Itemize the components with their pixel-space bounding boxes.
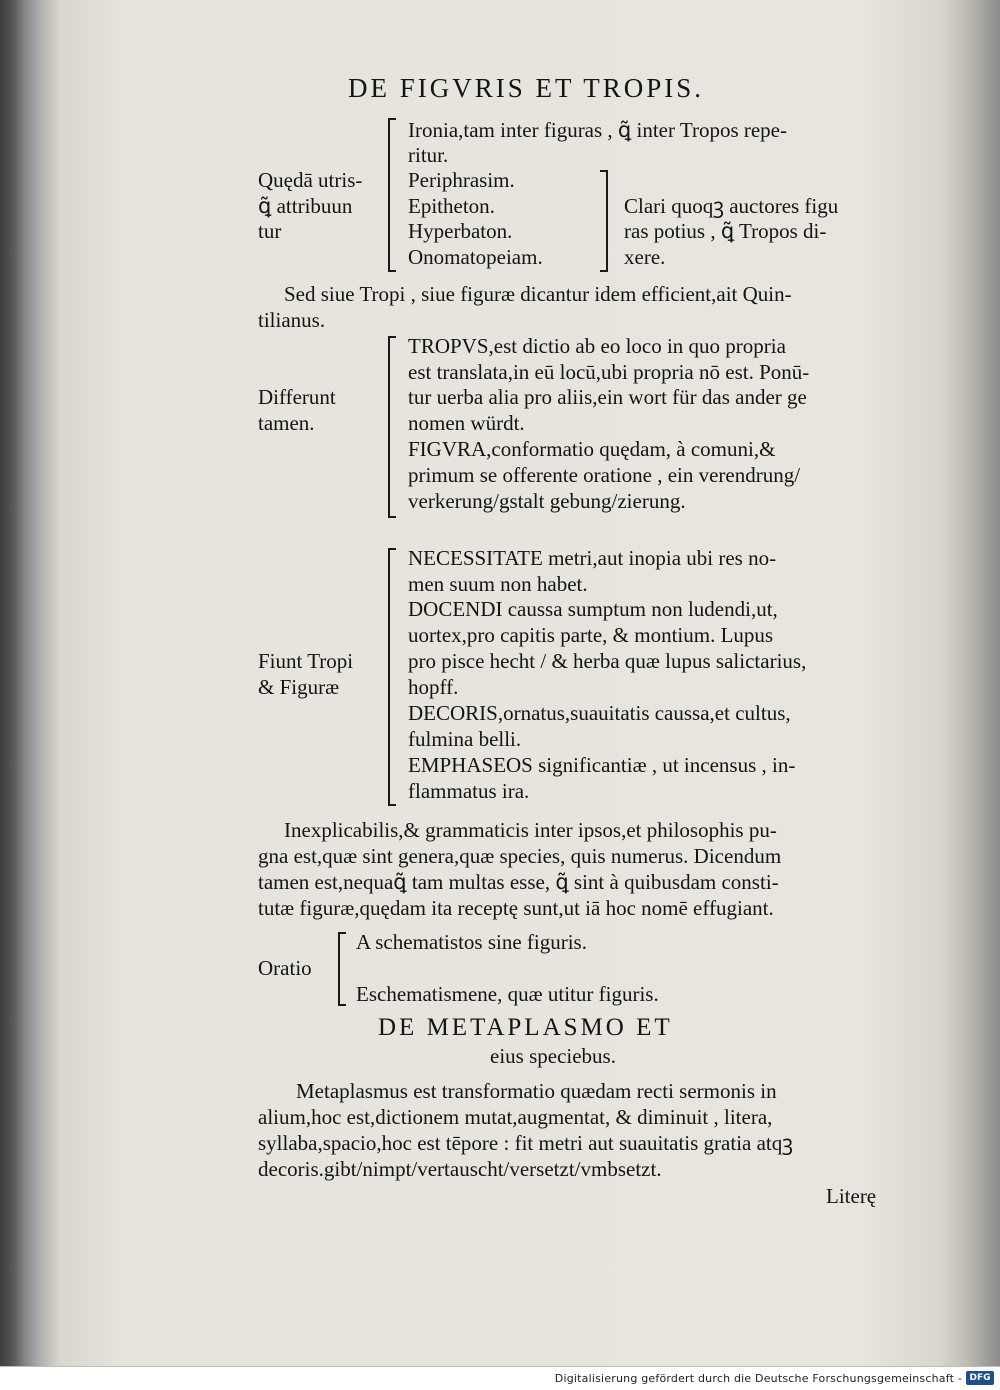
- paragraph-line: alium,hoc est,dictionem mutat,augmentat, & diminuit , litera,: [258, 1105, 773, 1129]
- paragraph-line: decoris.gibt/nimpt/vertauscht/versetzt/vmbsetzt.: [258, 1157, 662, 1181]
- section-subheading: eius speciebus.: [490, 1044, 616, 1068]
- left-brace: [388, 336, 396, 518]
- text-line: tur uerba alia pro aliis,ein wort für das ander ge: [408, 385, 807, 409]
- text-line: est translata,in eū locū,ubi propria nō est. Ponū-: [408, 360, 810, 384]
- paragraph-line: tamen est,nequaꝗ̃ tam multas esse, ꝗ̃ sint à quibusdam consti-: [258, 870, 779, 894]
- text-line: DOCENDI caussa sumptum non ludendi,ut,: [408, 597, 778, 621]
- side-note: Clari quoqꝫ auctores figu: [624, 194, 839, 218]
- text-line: primum se offerente oratione , ein verendrung/: [408, 463, 801, 487]
- section-heading: DE METAPLASMO ET: [378, 1014, 673, 1041]
- catchword: Literę: [826, 1184, 877, 1208]
- margin-label: tamen.: [258, 411, 315, 435]
- text-line: verkerung/gstalt gebung/zierung.: [408, 489, 686, 513]
- text-line: Eschematismene, quæ utitur figuris.: [356, 982, 659, 1006]
- text-line: Ironia,tam inter figuras , ꝗ̃ inter Tropos repe-: [408, 118, 787, 142]
- text-line: nomen würdt.: [408, 411, 525, 435]
- text-line: flammatus ira.: [408, 779, 530, 803]
- text-line: A schematistos sine figuris.: [356, 930, 587, 954]
- paragraph-line: Inexplicabilis,& grammaticis inter ipsos,et philosophis pu-: [284, 818, 777, 842]
- text-line: Onomatopeiam.: [408, 245, 543, 269]
- text-line: fulmina belli.: [408, 727, 522, 751]
- text-line: FIGVRA,conformatio quędam, à comuni,&: [408, 437, 776, 461]
- text-line: EMPHASEOS significantiæ , ut incensus , in-: [408, 753, 796, 777]
- left-brace: [388, 548, 396, 806]
- margin-label: & Figuræ: [258, 675, 340, 699]
- text-line: Hyperbaton.: [408, 219, 513, 243]
- text-line: uortex,pro capitis parte, & montium. Lupus: [408, 623, 774, 647]
- text-line: ritur.: [408, 143, 449, 167]
- paragraph-line: Metaplasmus est transformatio quædam recti sermonis in: [296, 1079, 777, 1103]
- margin-label: tur: [258, 219, 282, 243]
- text-line: Periphrasim.: [408, 168, 515, 192]
- text-line: men suum non habet.: [408, 572, 588, 596]
- funding-credit: Digitalisierung gefördert durch die Deutsche Forschungsgemeinschaft -: [554, 1372, 962, 1385]
- margin-label: ꝗ̃ attribuun: [258, 194, 353, 218]
- footer-bar: [0, 1366, 1000, 1390]
- text-line: pro pisce hecht / & herba quæ lupus salictarius,: [408, 649, 807, 673]
- text-line: Epitheton.: [408, 194, 495, 218]
- side-note: xere.: [624, 245, 666, 269]
- text-line: TROPVS,est dictio ab eo loco in quo propria: [408, 334, 786, 358]
- paragraph-line: tilianus.: [258, 308, 326, 332]
- margin-label: Quędā utris-: [258, 168, 363, 192]
- text-line: NECESSITATE metri,aut inopia ubi res no-: [408, 546, 777, 570]
- page-heading: DE FIGVRIS ET TROPIS.: [348, 73, 705, 103]
- paragraph-line: Sed siue Tropi , siue figuræ dicantur idem efficient,ait Quin-: [284, 282, 792, 306]
- paragraph-line: syllaba,spacio,hoc est tēpore : fit metri aut suauitatis gratia atqꝫ: [258, 1131, 793, 1155]
- paragraph-line: gna est,quæ sint genera,quæ species, quis numerus. Dicendum: [258, 844, 782, 868]
- side-note: ras potius , ꝗ̃ Tropos di-: [624, 219, 827, 243]
- margin-label: Fiunt Tropi: [258, 649, 354, 673]
- text-line: hopff.: [408, 675, 459, 699]
- paragraph-line: tutæ figuræ,quędam ita receptę sunt,ut iā hoc nomē effugiant.: [258, 896, 774, 920]
- margin-label: Differunt: [258, 385, 336, 409]
- right-brace: [600, 170, 608, 272]
- left-brace: [388, 118, 396, 272]
- dfg-logo: DFG: [966, 1371, 994, 1385]
- left-brace: [338, 932, 346, 1006]
- margin-label: Oratio: [258, 956, 312, 980]
- text-line: DECORIS,ornatus,suauitatis caussa,et cultus,: [408, 701, 791, 725]
